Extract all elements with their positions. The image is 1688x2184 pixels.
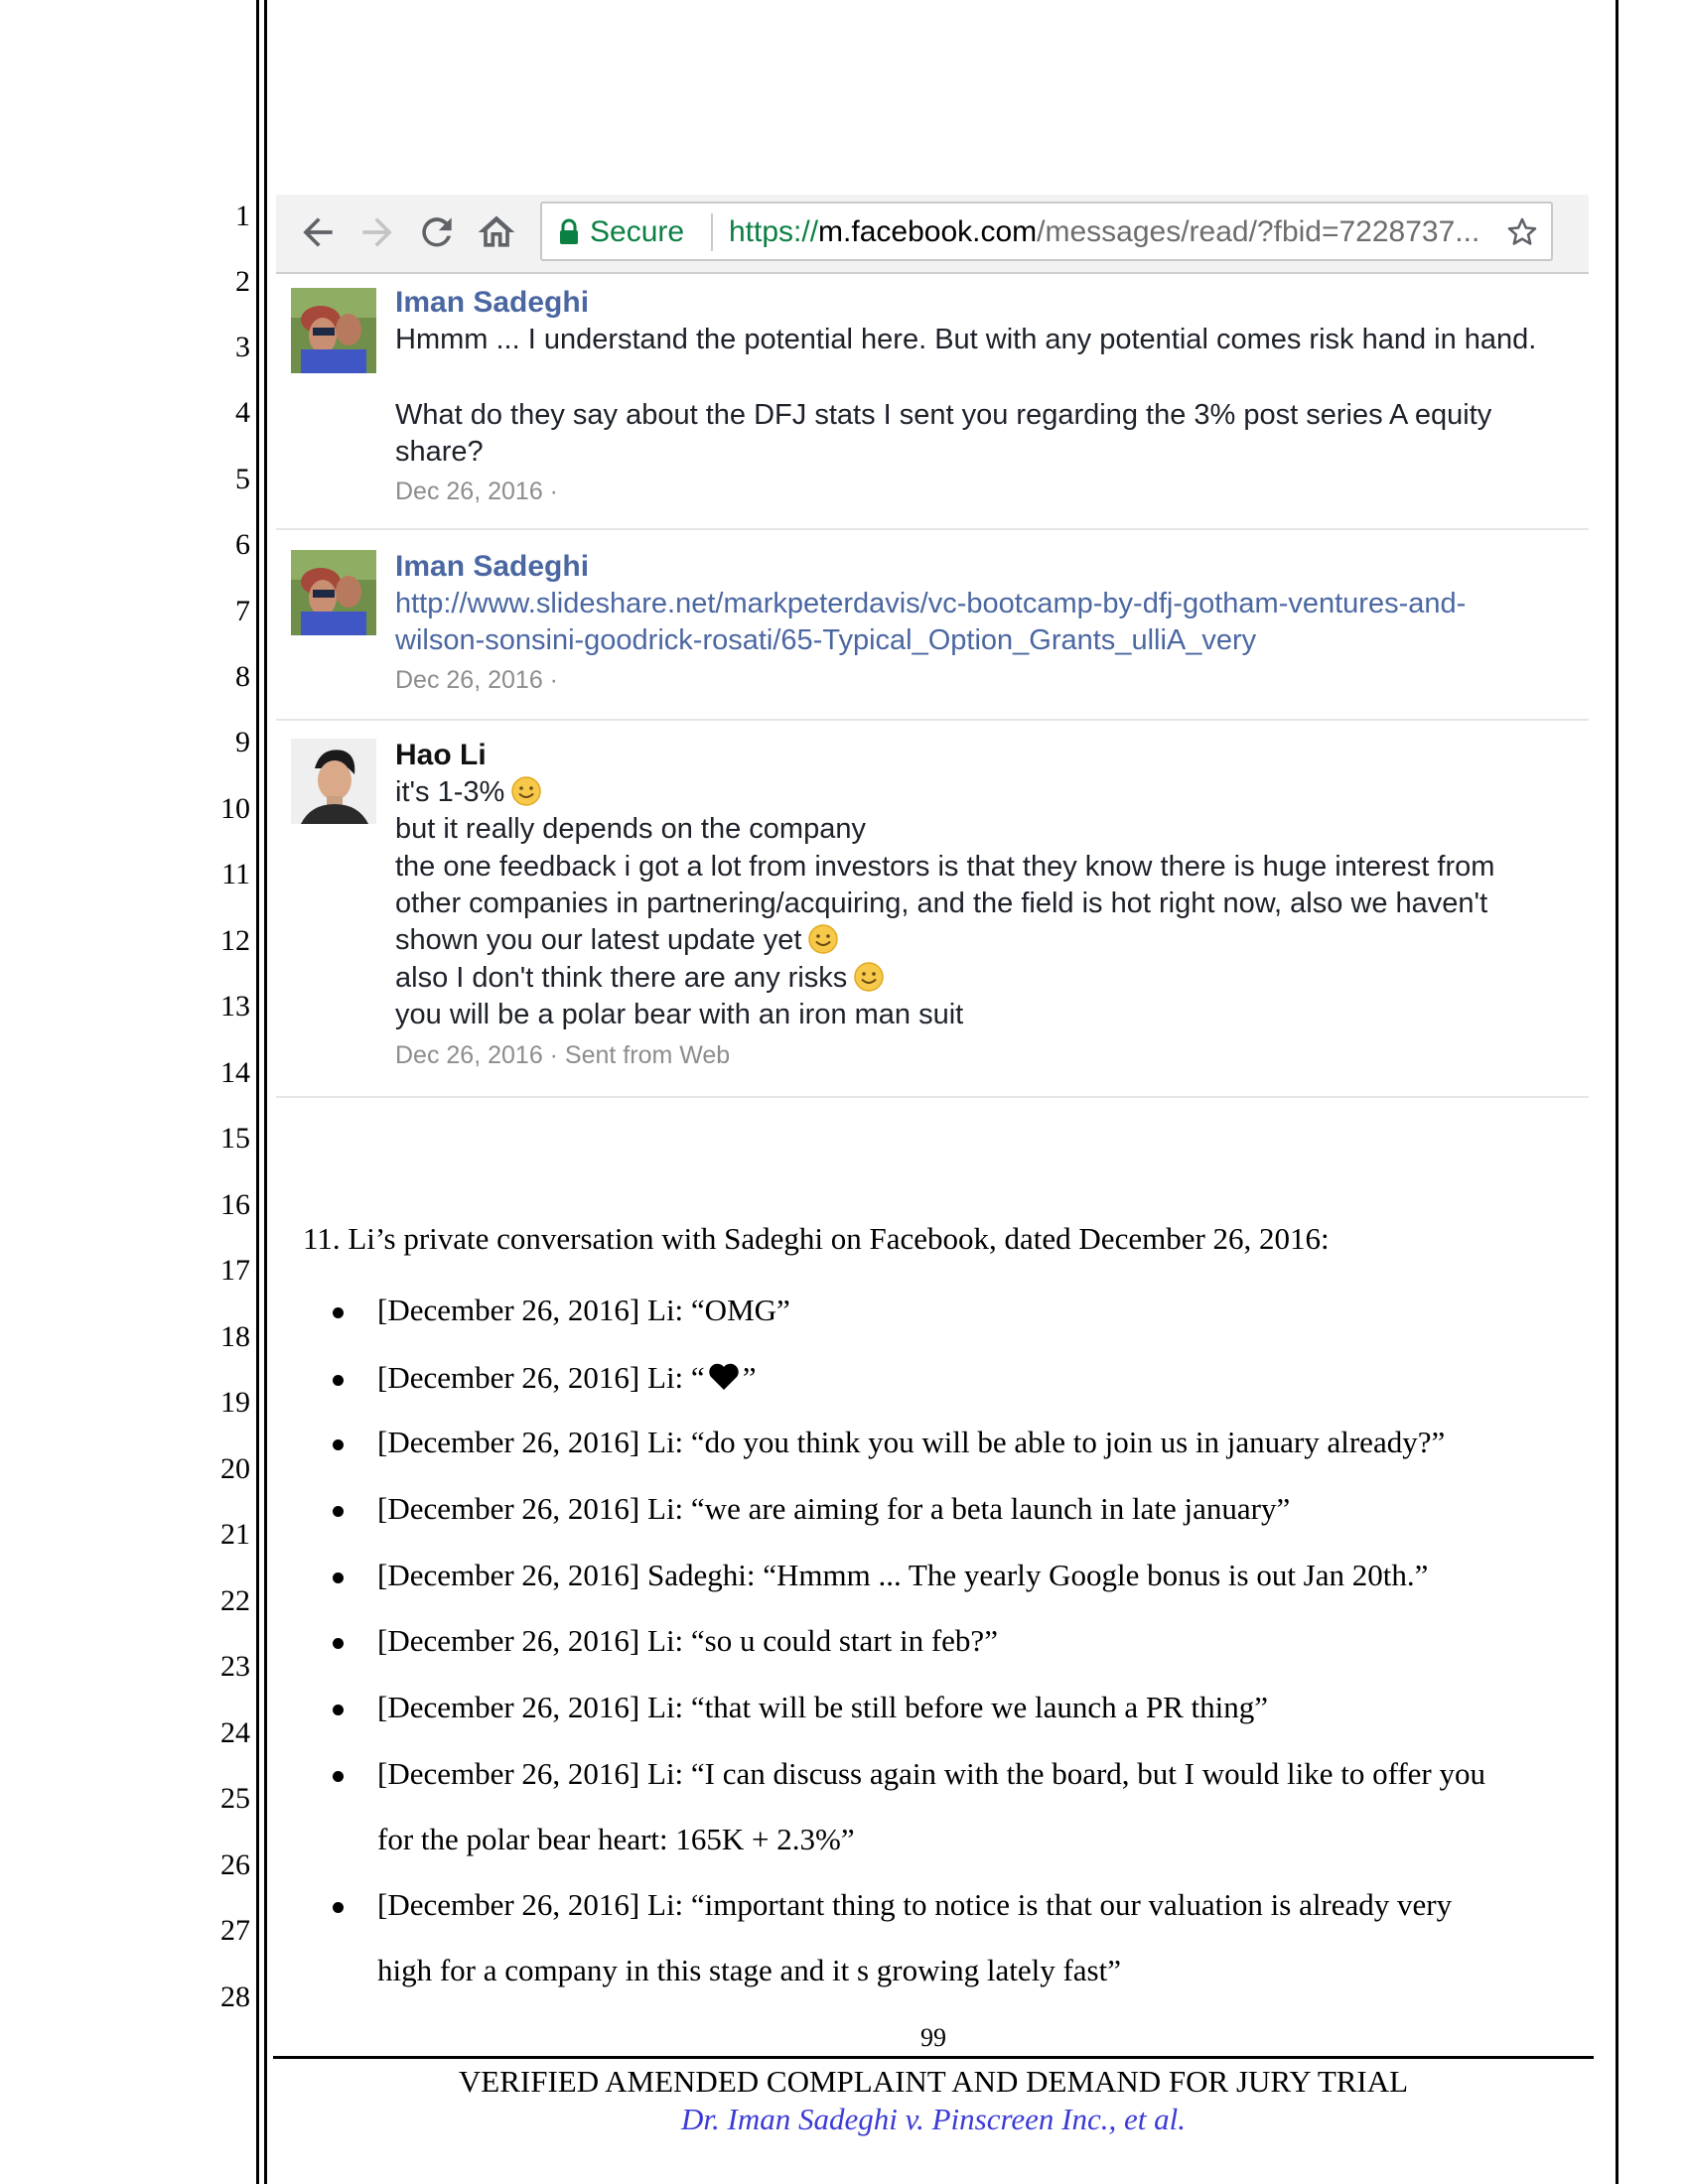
line-number: 7 bbox=[235, 595, 250, 627]
message-item bbox=[276, 530, 1589, 721]
line-number: 5 bbox=[235, 463, 250, 495]
paragraph-heading: 11. Li’s private conversation with Sadeghi on Facebook, dated December 26, 2016: bbox=[303, 1221, 1330, 1256]
line-number: 25 bbox=[220, 1782, 250, 1815]
margin-rule-right bbox=[1616, 0, 1618, 2184]
line-number: 2 bbox=[235, 265, 250, 298]
url-host: m.facebook.com bbox=[818, 215, 1038, 248]
message-text: other companies in partnering/acquiring, and the field is hot right now, also we haven't bbox=[395, 887, 1488, 919]
bullet-icon bbox=[328, 1700, 348, 1719]
bullet-icon bbox=[328, 1633, 348, 1653]
heart-emoji-icon bbox=[707, 1362, 741, 1392]
bullet-text: [December 26, 2016] Li: “so u could start in feb?” bbox=[377, 1623, 998, 1658]
bullet-text: [December 26, 2016] Sadeghi: “Hmmm ... The yearly Google bonus is out Jan 20th.” bbox=[377, 1558, 1429, 1592]
smiley-emoji-icon bbox=[510, 775, 542, 807]
bullet-icon bbox=[328, 1766, 348, 1786]
line-number: 10 bbox=[220, 792, 250, 825]
line-number: 6 bbox=[235, 528, 250, 561]
smiley-emoji-icon bbox=[853, 961, 885, 993]
line-number: 23 bbox=[220, 1650, 250, 1683]
bullet-icon bbox=[328, 1568, 348, 1587]
line-number: 26 bbox=[220, 1848, 250, 1881]
avatar bbox=[291, 288, 376, 373]
bullet-text: [December 26, 2016] Li: “I can discuss again with the board, but I would like to offer you bbox=[377, 1756, 1485, 1791]
message-text: share? bbox=[395, 436, 484, 468]
bullet-text: [December 26, 2016] Li: “that will be still before we launch a PR thing” bbox=[377, 1690, 1269, 1724]
url-path: /messages/read/?fbid=7228737... bbox=[1037, 215, 1480, 248]
bookmark-star-icon[interactable] bbox=[1505, 215, 1539, 249]
footer-case-caption: Dr. Iman Sadeghi v. Pinscreen Inc., et al. bbox=[681, 2102, 1186, 2136]
sender-name[interactable]: Hao Li bbox=[395, 739, 487, 771]
message-text: Hmmm ... I understand the potential here. But with any potential comes risk hand in hand. bbox=[395, 324, 1537, 355]
bullet-text: [December 26, 2016] Li: “OMG” bbox=[377, 1293, 790, 1327]
message-text: What do they say about the DFJ stats I sent you regarding the 3% post series A equity bbox=[395, 399, 1492, 431]
address-separator bbox=[711, 213, 713, 251]
sender-name[interactable]: Iman Sadeghi bbox=[395, 550, 590, 583]
bullet-text-continuation: for the polar bear heart: 165K + 2.3%” bbox=[377, 1822, 855, 1856]
line-number: 12 bbox=[220, 924, 250, 957]
message-text: it's 1-3% bbox=[395, 773, 542, 811]
line-number: 13 bbox=[220, 990, 250, 1023]
line-number: 19 bbox=[220, 1386, 250, 1419]
margin-rule-left-inner bbox=[264, 0, 267, 2184]
line-number: 16 bbox=[220, 1188, 250, 1221]
bullet-text: [December 26, 2016] Li: “ ” bbox=[377, 1360, 757, 1395]
url-text bbox=[729, 215, 1503, 249]
line-number: 17 bbox=[220, 1254, 250, 1287]
line-number: 15 bbox=[220, 1122, 250, 1155]
message-item bbox=[276, 274, 1589, 530]
bullet-icon bbox=[328, 1501, 348, 1521]
address-bar[interactable] bbox=[540, 202, 1553, 261]
line-number: 14 bbox=[220, 1056, 250, 1089]
bullet-text: [December 26, 2016] Li: “important thing to notice is that our valuation is already very bbox=[377, 1887, 1453, 1922]
lock-icon bbox=[558, 218, 580, 246]
line-number: 4 bbox=[235, 396, 250, 429]
message-text: the one feedback i got a lot from investors is that they know there is huge interest from bbox=[395, 851, 1495, 883]
line-number: 22 bbox=[220, 1584, 250, 1617]
message-text: also I don't think there are any risks bbox=[395, 959, 885, 997]
line-number: 28 bbox=[220, 1980, 250, 2013]
message-text: but it really depends on the company bbox=[395, 813, 866, 845]
bullet-icon bbox=[328, 1302, 348, 1322]
bullet-text: [December 26, 2016] Li: “we are aiming for a beta launch in late january” bbox=[377, 1491, 1291, 1526]
line-number: 18 bbox=[220, 1320, 250, 1353]
browser-toolbar bbox=[276, 195, 1589, 274]
page-number: 99 bbox=[920, 2023, 946, 2052]
message-item bbox=[276, 721, 1589, 1098]
line-number: 3 bbox=[235, 331, 250, 363]
avatar bbox=[291, 739, 376, 824]
back-arrow-icon[interactable] bbox=[296, 210, 340, 254]
facebook-messages-screenshot bbox=[276, 195, 1589, 1102]
line-number: 11 bbox=[221, 858, 250, 890]
sender-name[interactable]: Iman Sadeghi bbox=[395, 286, 590, 319]
footer-title: VERIFIED AMENDED COMPLAINT AND DEMAND FOR JURY TRIAL bbox=[458, 2064, 1409, 2099]
line-number: 27 bbox=[220, 1914, 250, 1947]
secure-label: Secure bbox=[590, 215, 685, 248]
avatar bbox=[291, 550, 376, 635]
bullet-icon bbox=[328, 1897, 348, 1917]
pleading-line-numbers bbox=[0, 0, 250, 2184]
bullet-text-continuation: high for a company in this stage and it s growing lately fast” bbox=[377, 1953, 1121, 1987]
message-timestamp: Dec 26, 2016 · bbox=[395, 478, 558, 505]
message-timestamp: Dec 26, 2016 · Sent from Web bbox=[395, 1041, 731, 1069]
margin-rule-left-outer bbox=[256, 0, 259, 2184]
shared-link[interactable]: http://www.slideshare.net/markpeterdavis/vc-bootcamp-by-dfj-gotham-ventures-and- bbox=[395, 588, 1467, 619]
footer-rule bbox=[273, 2056, 1594, 2059]
line-number: 8 bbox=[235, 660, 250, 693]
line-number: 21 bbox=[220, 1518, 250, 1551]
line-number: 9 bbox=[235, 726, 250, 758]
bullet-text: [December 26, 2016] Li: “do you think you will be able to join us in january already?” bbox=[377, 1425, 1446, 1459]
message-text: shown you our latest update yet bbox=[395, 921, 839, 959]
home-icon[interactable] bbox=[475, 210, 518, 254]
line-number: 20 bbox=[220, 1452, 250, 1485]
bullet-icon bbox=[328, 1370, 348, 1390]
smiley-emoji-icon bbox=[807, 923, 839, 955]
shared-link[interactable]: wilson-sonsini-goodrick-rosati/65-Typical_Option_Grants_ulliA_very bbox=[395, 624, 1257, 656]
line-number: 1 bbox=[235, 200, 250, 232]
url-scheme: https:// bbox=[729, 215, 819, 248]
line-number: 24 bbox=[220, 1716, 250, 1749]
message-text: you will be a polar bear with an iron man suit bbox=[395, 999, 964, 1030]
reload-icon[interactable] bbox=[415, 210, 459, 254]
bullet-icon bbox=[328, 1434, 348, 1454]
forward-arrow-icon[interactable] bbox=[355, 210, 399, 254]
message-timestamp: Dec 26, 2016 · bbox=[395, 666, 558, 694]
